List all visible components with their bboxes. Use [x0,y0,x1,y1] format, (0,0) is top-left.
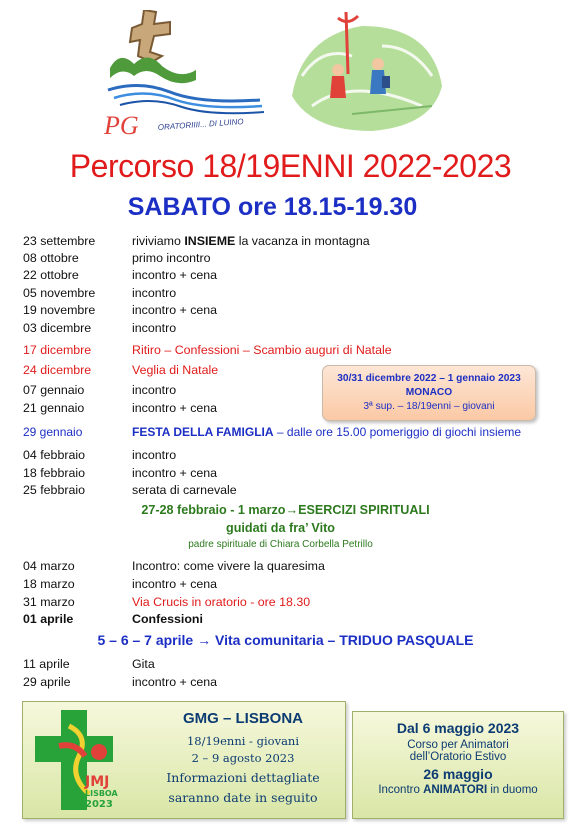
animatori-course: Corso per Animatori [407,739,509,751]
schedule-event: incontro + cena [132,401,218,415]
schedule-date: 01 aprile [23,612,74,626]
schedule-date: 03 dicembre [23,321,92,335]
schedule-date: 04 marzo [23,559,75,573]
lisboa-text: LISBOA [85,789,118,798]
schedule-date: 23 settembre [23,234,96,248]
schedule-event: incontro [132,383,177,397]
gmg-info-1: Informazioni dettagliate [166,770,320,785]
jmj-text: JMJ [85,774,110,790]
schedule-event: incontro [132,448,177,462]
oratorio-caption: ORATORIIII... DI LUINO [157,117,244,132]
year-text: 2023 [85,799,113,810]
schedule-event: Gita [132,657,155,671]
schedule-event: serata di carnevale [132,483,237,497]
schedule-event: incontro + cena [132,675,218,689]
pg-logo [100,10,275,140]
schedule-event: Confessioni [132,612,203,626]
schedule-event: incontro + cena [132,577,218,591]
jmj-lisboa-logo [29,706,133,814]
gmg-title: GMG – LISBONA [182,710,303,727]
animatori-oratorio: dell’Oratorio Estivo [409,751,507,763]
esercizi-guide: guidati da fra’ Vito [226,521,335,535]
schedule-event: Via Crucis in oratorio - ore 18.30 [132,595,311,609]
schedule-event: incontro + cena [132,466,218,480]
schedule-date: 29 gennaio [23,425,83,439]
monaco-dates: 30/31 dicembre 2022 – 1 gennaio 2023 [337,373,521,384]
animatori-date: 26 maggio [423,766,493,782]
monaco-audience: 3ª sup. – 18/19enni – giovani [363,401,495,412]
schedule-date: 19 novembre [23,303,96,317]
schedule-date: 08 ottobre [23,251,79,265]
schedule-date: 17 dicembre [23,343,92,357]
page-subtitle: SABATO ore 18.15-19.30 [127,193,418,221]
animatori-box [352,711,564,819]
schedule-date: 04 febbraio [23,448,86,462]
schedule-event: primo incontro [132,251,211,265]
schedule-date: 21 gennaio [23,401,85,415]
schedule-date: 29 aprile [23,675,71,689]
gmg-info-2: saranno date in seguito [168,790,318,805]
pg-letters: PG [104,111,139,140]
schedule-date: 31 marzo [23,595,75,609]
triduo-heading: 5 – 6 – 7 aprile → Vita comunitaria – TRIDUO PASQUALE [97,632,474,648]
schedule-date: 07 gennaio [23,383,85,397]
schedule-date: 22 ottobre [23,268,79,282]
esercizi-note: padre spirituale di Chiara Corbella Petrillo [188,539,373,550]
schedule-event: incontro [132,286,177,300]
schedule-event: Incontro: come vivere la quaresima [132,559,325,573]
oratorio-logo [282,6,452,136]
schedule-event: Veglia di Natale [132,363,219,377]
monaco-place: MONACO [405,387,453,398]
esercizi-title: 27-28 febbraio - 1 marzo→ESERCIZI SPIRITUALI [141,503,430,517]
schedule-event: Ritiro – Confessioni – Scambio auguri di Natale [132,343,392,357]
schedule-event: incontro + cena [132,268,218,282]
animatori-meeting: Incontro ANIMATORI in duomo [378,784,538,796]
schedule-event: incontro [132,321,177,335]
schedule-date: 18 febbraio [23,466,86,480]
gmg-lisbona-box [22,701,346,819]
schedule-date: 25 febbraio [23,483,86,497]
schedule-date: 11 aprile [23,657,70,671]
schedule-event: incontro + cena [132,303,218,317]
animatori-start: Dal 6 maggio 2023 [396,720,520,736]
schedule-date: 24 dicembre [23,363,92,377]
schedule-event: riviviamo INSIEME la vacanza in montagna [132,234,370,248]
monaco-event-box [322,365,536,421]
schedule-date: 18 marzo [23,577,75,591]
schedule-date: 05 novembre [23,286,96,300]
gmg-audience: 18/19enni - giovani [186,734,300,748]
page-title: Percorso 18/19ENNI 2022-2023 [69,148,512,184]
gmg-dates: 2 – 9 agosto 2023 [191,751,295,765]
schedule-event: FESTA DELLA FAMIGLIA – dalle ore 15.00 pomeriggio di giochi insieme [132,425,522,439]
